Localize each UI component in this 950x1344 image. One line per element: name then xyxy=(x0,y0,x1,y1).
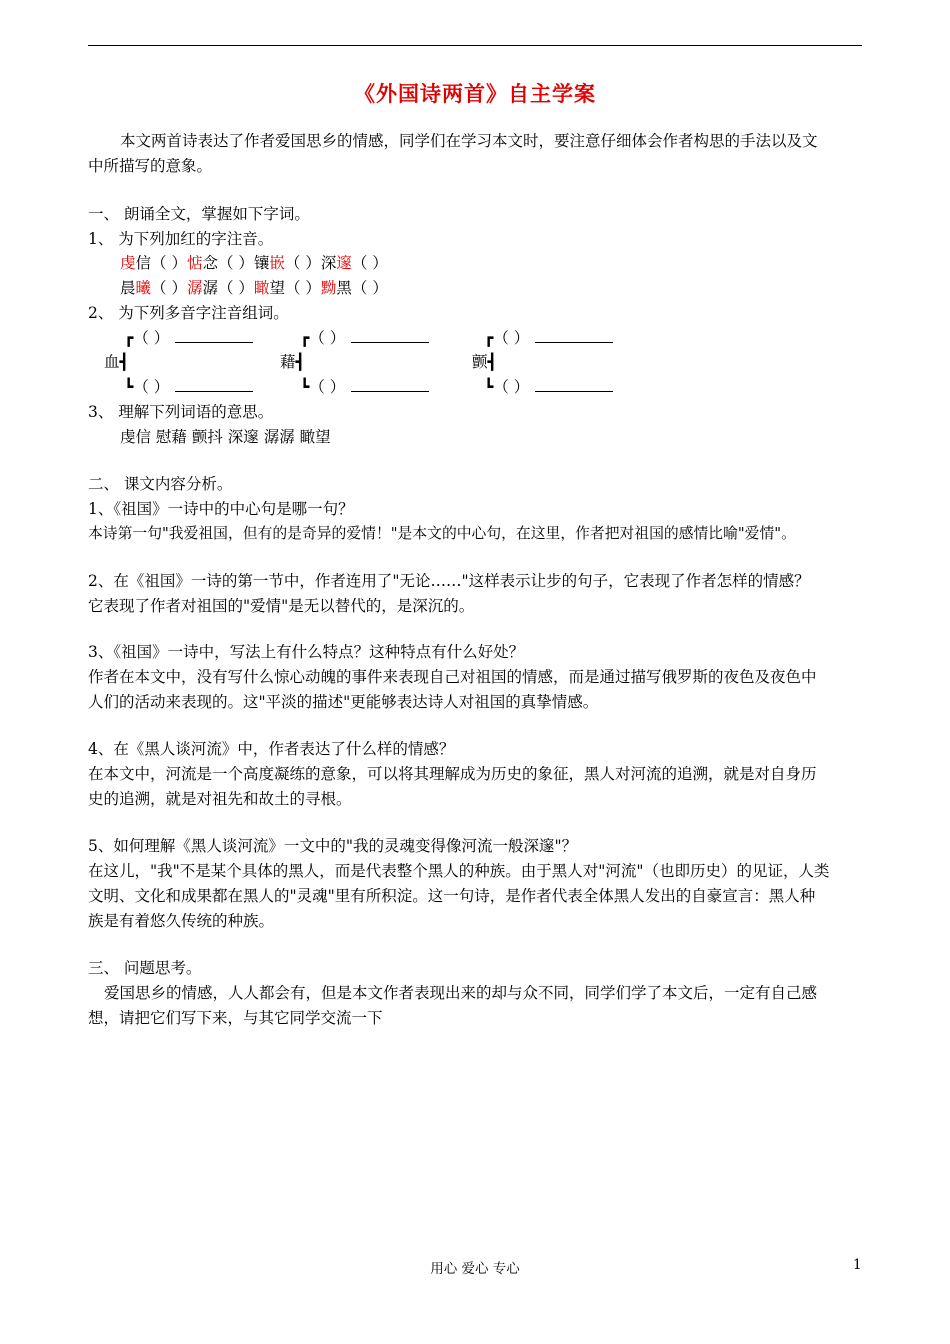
q2-2: 2、在《祖国》一诗的第一节中，作者连用了"无论……"这样表示让步的句子，它表现了作者怎样的情感？ xyxy=(88,572,810,590)
plain-text: 望（ ） xyxy=(269,279,321,297)
poly-1-bottom: ┗（ ） xyxy=(124,376,253,398)
poly-3-char: 颤┫ xyxy=(472,353,497,371)
poly-2-top: ┏（ ） xyxy=(300,327,429,349)
poly-1-char: 血┫ xyxy=(104,353,129,371)
q2-1: 1、《祖国》一诗中的中心句是哪一句？ xyxy=(88,500,354,518)
red-char: 邃 xyxy=(336,254,352,272)
a2-4-line-1: 在本文中，河流是一个高度凝练的意象，可以将其理解成为历史的象征，黑人对河流的追溯，就是对自身历 xyxy=(88,765,817,783)
poly-2-char: 藉┫ xyxy=(280,353,305,371)
page-title: 《外国诗两首》自主学案 xyxy=(354,81,596,106)
question-1-1: 1、 为下列加红的字注音。 xyxy=(88,230,274,248)
answer-blank[interactable] xyxy=(535,377,613,392)
red-char: 瞰 xyxy=(253,279,270,297)
intro-line-2: 中所描写的意象。 xyxy=(88,157,213,175)
poly-1-top: ┏（ ） xyxy=(124,327,253,349)
poly-3-top: ┏（ ） xyxy=(484,327,613,349)
header-rule xyxy=(88,45,862,46)
intro-line-1: 本文两首诗表达了作者爱国思乡的情感，同学们在学习本文时，要注意仔细体会作者构思的手法以及文 xyxy=(120,132,818,150)
plain-text: （ ） xyxy=(151,279,187,297)
poly-3-bottom: ┗（ ） xyxy=(484,376,613,398)
q2-3: 3、《祖国》一诗中，写法上有什么特点？这种特点有什么好处？ xyxy=(88,643,525,661)
pinyin-row-1 xyxy=(120,252,388,274)
plain-text: 念（ ）镶 xyxy=(202,254,270,272)
q2-4: 4、在《黑人谈河流》中，作者表达了什么样的情感？ xyxy=(88,740,455,758)
a2-3-line-2: 人们的活动来表现的。这"平淡的描述"更能够表达诗人对祖国的真挚情感。 xyxy=(88,693,599,711)
answer-blank[interactable] xyxy=(351,377,429,392)
a2-5-line-2: 文明、文化和成果都在黑人的"灵魂"里有所积淀。这一句诗，是作者代表全体黑人发出的自豪宣言：黑人种 xyxy=(88,887,816,905)
q2-5: 5、如何理解《黑人谈河流》一文中的"我的灵魂变得像河流一般深邃"？ xyxy=(88,837,578,855)
red-char: 惦 xyxy=(186,254,203,272)
answer-blank[interactable] xyxy=(175,328,253,343)
plain-text: 潺（ ） xyxy=(202,279,254,297)
answer-blank[interactable] xyxy=(351,328,429,343)
pinyin-row-2 xyxy=(120,277,388,299)
red-char: 嵌 xyxy=(269,254,285,272)
red-char: 曦 xyxy=(135,279,152,297)
section-2-heading: 二、 课文内容分析。 xyxy=(88,475,233,493)
vocabulary-words: 虔信 慰藉 颤抖 深邃 潺潺 瞰望 xyxy=(120,428,331,446)
a2-1: 本诗第一句"我爱祖国，但有的是奇异的爱情！"是本文的中心句，在这里，作者把对祖国的感情比喻"爱情"。 xyxy=(88,525,796,542)
page-footer: 用心 爱心 专心 xyxy=(430,1261,520,1277)
plain-text: （ ）深 xyxy=(284,254,337,272)
plain-text: 晨 xyxy=(120,279,136,297)
red-char: 潺 xyxy=(186,279,203,297)
plain-text: （ ） xyxy=(351,254,388,272)
plain-text: 信（ ） xyxy=(135,254,187,272)
question-1-2: 2、 为下列多音字注音组词。 xyxy=(88,304,289,322)
section-1-heading: 一、 朗诵全文，掌握如下字词。 xyxy=(88,205,310,223)
red-char: 黝 xyxy=(320,279,337,297)
poly-2-bottom: ┗（ ） xyxy=(300,376,429,398)
a2-4-line-2: 史的追溯，就是对祖先和故土的寻根。 xyxy=(88,790,352,808)
a2-5-line-3: 族是有着悠久传统的种族。 xyxy=(88,912,275,930)
s3-line-2: 想，请把它们写下来，与其它同学交流一下 xyxy=(88,1009,383,1027)
s3-line-1: 爱国思乡的情感，人人都会有，但是本文作者表现出来的却与众不同，同学们学了本文后，一定有自己感 xyxy=(104,984,818,1002)
a2-2: 它表现了作者对祖国的"爱情"是无以替代的，是深沉的。 xyxy=(88,597,475,615)
answer-blank[interactable] xyxy=(535,328,613,343)
page-number: 1 xyxy=(853,1257,862,1273)
a2-3-line-1: 作者在本文中，没有写什么惊心动魄的事件来表现自己对祖国的情感，而是通过描写俄罗斯的夜色及夜色中 xyxy=(88,668,817,686)
red-char: 虔 xyxy=(120,254,136,272)
a2-5-line-1: 在这儿，"我"不是某个具体的黑人，而是代表整个黑人的种族。由于黑人对"河流"（也即历史）的见证，人类 xyxy=(88,862,830,880)
question-1-3: 3、 理解下列词语的意思。 xyxy=(88,403,274,421)
section-3-heading: 三、 问题思考。 xyxy=(88,959,202,977)
plain-text: 黑（ ） xyxy=(336,279,388,297)
answer-blank[interactable] xyxy=(175,377,253,392)
